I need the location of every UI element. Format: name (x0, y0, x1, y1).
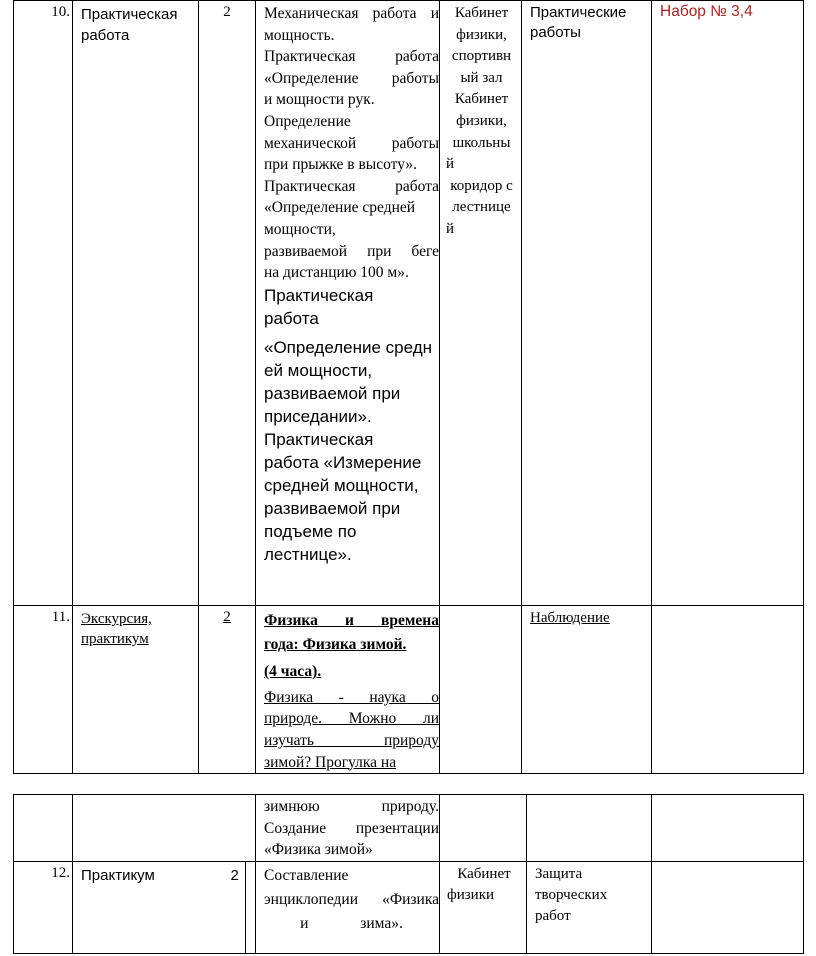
result-line: работ (535, 908, 571, 924)
location-line: школьны (452, 134, 511, 151)
topic-line: зимнюю природу. (264, 798, 439, 815)
topic-line: энциклопедии «Физика (264, 891, 439, 908)
topic-heading: года: Физика зимой. (264, 635, 407, 653)
location-line: спортивн (451, 48, 512, 65)
topic-line: зимой? Прогулка на (264, 753, 397, 771)
hours: 2 (199, 1, 256, 606)
lesson-topic (256, 606, 440, 774)
topic-line: Практическая (264, 429, 374, 449)
lesson-location (440, 606, 522, 774)
lesson-topic (256, 862, 440, 954)
lesson-location (440, 1, 522, 606)
topic-line: и зима». (300, 915, 403, 932)
row-number: 10. (14, 1, 73, 606)
row-number (14, 795, 73, 862)
topic-line: Создание презентации (264, 819, 439, 837)
topic-line: «Определение работы (264, 69, 439, 87)
location-line: й (446, 156, 455, 173)
table-row (14, 795, 804, 862)
result-line: творческих (535, 887, 608, 903)
location-line: й (446, 220, 455, 237)
lesson-location (440, 862, 527, 954)
lesson-form (73, 795, 256, 862)
result-form (527, 795, 652, 862)
hours: 2 (230, 867, 239, 884)
lesson-topic (256, 795, 440, 862)
topic-line: и мощности рук. (264, 91, 375, 109)
topic-line: средней мощности, (264, 475, 419, 495)
result-form: Наблюдение (522, 606, 652, 774)
table-row (14, 606, 804, 774)
topic-line: Практическая работа (264, 177, 439, 195)
location-line: ый зал (460, 69, 503, 86)
location-line: Кабинет (454, 91, 509, 108)
topic-line: лестнице». (264, 544, 352, 564)
lesson-form: Экскурсия, практикум (73, 606, 199, 774)
topic-line: «Определение средн (264, 337, 433, 357)
topic-line: мощности, (264, 220, 336, 238)
topic-line: подъеме по (264, 521, 357, 541)
topic-line: ей мощности, (264, 360, 373, 380)
topic-line: Практическая работа (264, 48, 439, 66)
row-number: 11. (14, 606, 73, 774)
topic-line: работа «Измерение (264, 452, 422, 472)
topic-line: при прыжке в высоту». (264, 156, 417, 174)
lesson-location (440, 795, 527, 862)
result-line: Защита (535, 866, 583, 882)
location-line: лестнице (452, 199, 511, 216)
location-line: Кабинет (457, 866, 511, 882)
topic-line: Механическая работа и (264, 5, 439, 22)
lesson-topic (256, 1, 440, 606)
location-line: физики, (456, 26, 507, 43)
equipment-kit: Набор № 3,4 (652, 1, 804, 606)
topic-line: «Определение средней (264, 199, 416, 217)
topic-line: «Физика зимой» (264, 841, 373, 859)
lesson-form: Практическая работа (73, 1, 199, 606)
topic-line: работа (264, 308, 319, 328)
location-line: физики (447, 887, 495, 903)
equipment-kit (652, 606, 804, 774)
topic-line: приседании». (264, 406, 372, 426)
lesson-plan-table-continued (13, 794, 804, 954)
topic-heading: Физика и времена (264, 612, 439, 629)
topic-line: развиваемой при (264, 498, 401, 518)
location-line: коридор с (450, 177, 513, 194)
spacer-cell (246, 862, 256, 954)
topic-line: развиваемой при беге (264, 242, 439, 260)
topic-line: природе. Можно ли (264, 710, 439, 728)
topic-line: Физика - наука о (264, 688, 439, 706)
topic-line: на дистанцию 100 м». (264, 264, 409, 282)
hours: 2 (199, 606, 256, 774)
topic-line: изучать природу (264, 731, 439, 749)
topic-line: механической работы (264, 134, 439, 152)
topic-line: Определение (264, 112, 351, 130)
row-number: 12. (14, 862, 73, 954)
location-line: Кабинет (454, 5, 509, 21)
result-form: Практические работы (522, 1, 652, 606)
table-row (14, 862, 804, 954)
topic-line: Практическая (264, 285, 374, 305)
result-form (527, 862, 652, 954)
lesson-plan-table (13, 0, 804, 774)
table-row (14, 1, 804, 606)
equipment-kit (652, 795, 804, 862)
topic-line: мощность. (264, 26, 335, 44)
topic-line: развиваемой при (264, 383, 401, 403)
topic-heading: (4 часа). (264, 663, 322, 681)
topic-line: Составление (264, 867, 349, 884)
lesson-form: Практикум 2 (73, 862, 246, 954)
equipment-kit (652, 862, 804, 954)
location-line: физики, (456, 112, 507, 129)
